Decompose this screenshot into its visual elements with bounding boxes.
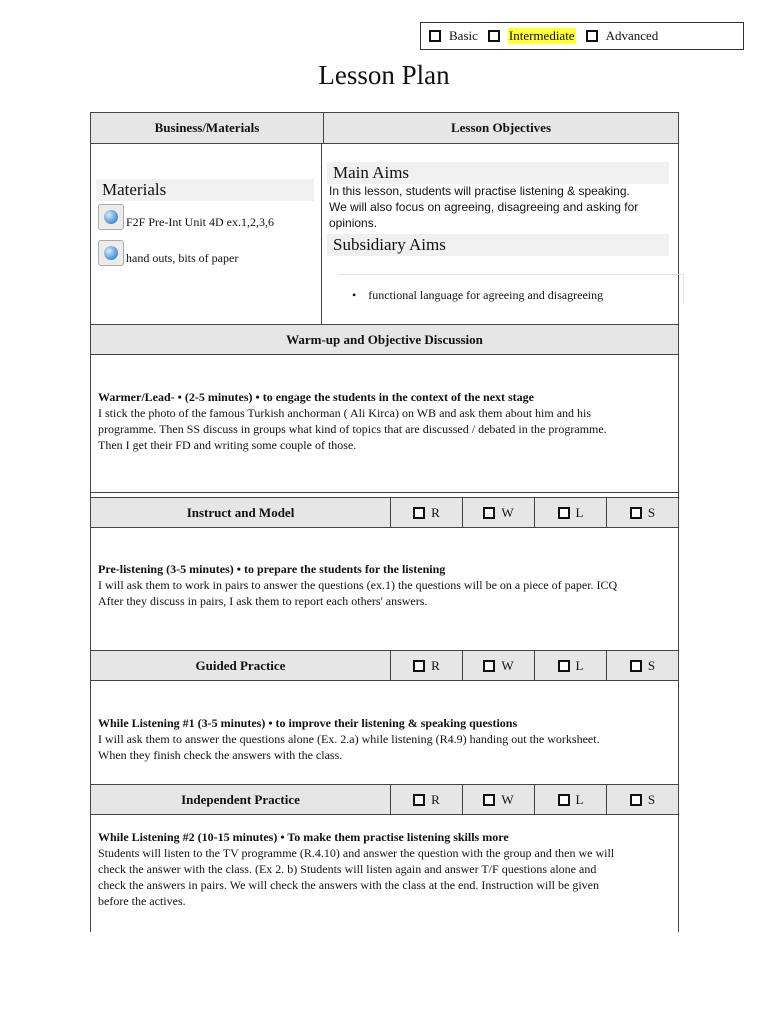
checkbox-icon[interactable] bbox=[558, 660, 570, 672]
section-body-independent: While Listening #2 (10-15 minutes) • To make them practise listening skills more Students will listen to the TV programme (R.4.10) and answer the question with the group and then we will check the answer with the class. (Ex 2. b) Students will listen again and answer T/F questions alone and check the answers in pairs. We will check the answers with the class at the end. Instruction will be given before the actives. bbox=[98, 830, 615, 908]
subsidiary-aims-list bbox=[338, 274, 684, 304]
skill-s[interactable]: S bbox=[606, 651, 678, 680]
list-item bbox=[98, 204, 274, 230]
section-body-guided: While Listening #1 (3-5 minutes) • to improve their listening & speaking questions I will ask them to answer the questions alone (Ex. 2.a) while listening (R4.9) handing out the worksheet. When they finish check the answers with the class. bbox=[98, 716, 600, 762]
checkbox-icon[interactable] bbox=[413, 794, 425, 806]
skill-l[interactable]: L bbox=[534, 498, 606, 527]
skill-w[interactable]: W bbox=[462, 498, 534, 527]
skill-l[interactable]: L bbox=[534, 785, 606, 814]
page-title: Lesson Plan bbox=[318, 60, 450, 90]
section-lead: While Listening #2 (10-15 minutes) • To make them practise listening skills more bbox=[98, 830, 509, 844]
checkbox-icon[interactable] bbox=[488, 30, 500, 42]
list-item: • functional language for agreeing and disagreeing bbox=[352, 288, 604, 302]
level-selector bbox=[420, 22, 744, 50]
level-intermediate[interactable]: Intermediate bbox=[508, 28, 575, 43]
section-header-guided bbox=[90, 650, 679, 681]
checkbox-icon[interactable] bbox=[413, 507, 425, 519]
checkbox-icon[interactable] bbox=[630, 794, 642, 806]
list-item bbox=[98, 240, 238, 266]
section-body-warmup: Warmer/Lead- • (2-5 minutes) • to engage the students in the context of the next stage I stick the photo of the famous Turkish anchorman ( Ali Kirca) on WB and ask them about him and his programme. Then SS discuss in groups what kind of topics that are discussed / debated in the programme. Then I get their FD and writing some couple of those. bbox=[98, 390, 607, 452]
globe-icon bbox=[98, 204, 124, 230]
checkbox-icon[interactable] bbox=[429, 30, 441, 42]
skill-w[interactable]: W bbox=[462, 785, 534, 814]
skill-l[interactable]: L bbox=[534, 651, 606, 680]
column-divider bbox=[321, 144, 322, 324]
skill-s[interactable]: S bbox=[606, 498, 678, 527]
level-basic[interactable]: Basic bbox=[449, 28, 478, 43]
bullet-icon: • bbox=[352, 288, 357, 302]
globe-icon bbox=[98, 240, 124, 266]
divider bbox=[90, 492, 679, 493]
section-lead: Warmer/Lead- • (2-5 minutes) • to engage the students in the context of the next stage bbox=[98, 390, 535, 404]
checkbox-icon[interactable] bbox=[586, 30, 598, 42]
section-header-independent bbox=[90, 784, 679, 815]
checkbox-icon[interactable] bbox=[483, 660, 495, 672]
section-heading: Warm-up and Objective Discussion bbox=[286, 331, 483, 347]
checkbox-icon[interactable] bbox=[483, 507, 495, 519]
section-lead: Pre-listening (3-5 minutes) • to prepare the students for the listening bbox=[98, 562, 446, 576]
material-item: hand outs, bits of paper bbox=[126, 251, 239, 265]
section-header-instruct bbox=[90, 497, 679, 528]
skill-r[interactable]: R bbox=[390, 651, 462, 680]
skill-s[interactable]: S bbox=[606, 785, 678, 814]
checkbox-icon[interactable] bbox=[558, 794, 570, 806]
header-objectives: Lesson Objectives bbox=[323, 113, 678, 143]
materials-heading: Materials bbox=[96, 179, 314, 201]
header-materials: Business/Materials bbox=[154, 120, 260, 135]
main-aims-text: In this lesson, students will practise listening & speaking. We will also focus on agreeing, disagreeing and asking for opinions. bbox=[329, 184, 639, 230]
checkbox-icon[interactable] bbox=[413, 660, 425, 672]
main-aims-heading: Main Aims bbox=[327, 162, 669, 184]
checkbox-icon[interactable] bbox=[630, 507, 642, 519]
skill-w[interactable]: W bbox=[462, 651, 534, 680]
section-heading: Guided Practice bbox=[195, 657, 286, 673]
section-lead: While Listening #1 (3-5 minutes) • to improve their listening & speaking questions bbox=[98, 716, 518, 730]
checkbox-icon[interactable] bbox=[483, 794, 495, 806]
section-body-instruct: Pre-listening (3-5 minutes) • to prepare the students for the listening I will ask them to work in pairs to answer the questions (ex.1) the questions will be on a piece of paper. ICQ After they discuss in pairs, I ask them to report each others' answers. bbox=[98, 562, 618, 608]
material-item: F2F Pre-Int Unit 4D ex.1,2,3,6 bbox=[126, 215, 274, 229]
level-advanced[interactable]: Advanced bbox=[605, 28, 659, 43]
section-heading: Instruct and Model bbox=[186, 504, 295, 520]
skill-r[interactable]: R bbox=[390, 498, 462, 527]
section-heading: Independent Practice bbox=[181, 791, 300, 807]
table-header-row bbox=[90, 112, 679, 144]
checkbox-icon[interactable] bbox=[630, 660, 642, 672]
subsidiary-aims-heading: Subsidiary Aims bbox=[327, 234, 669, 256]
checkbox-icon[interactable] bbox=[558, 507, 570, 519]
skill-r[interactable]: R bbox=[390, 785, 462, 814]
section-header-warmup bbox=[90, 324, 679, 355]
